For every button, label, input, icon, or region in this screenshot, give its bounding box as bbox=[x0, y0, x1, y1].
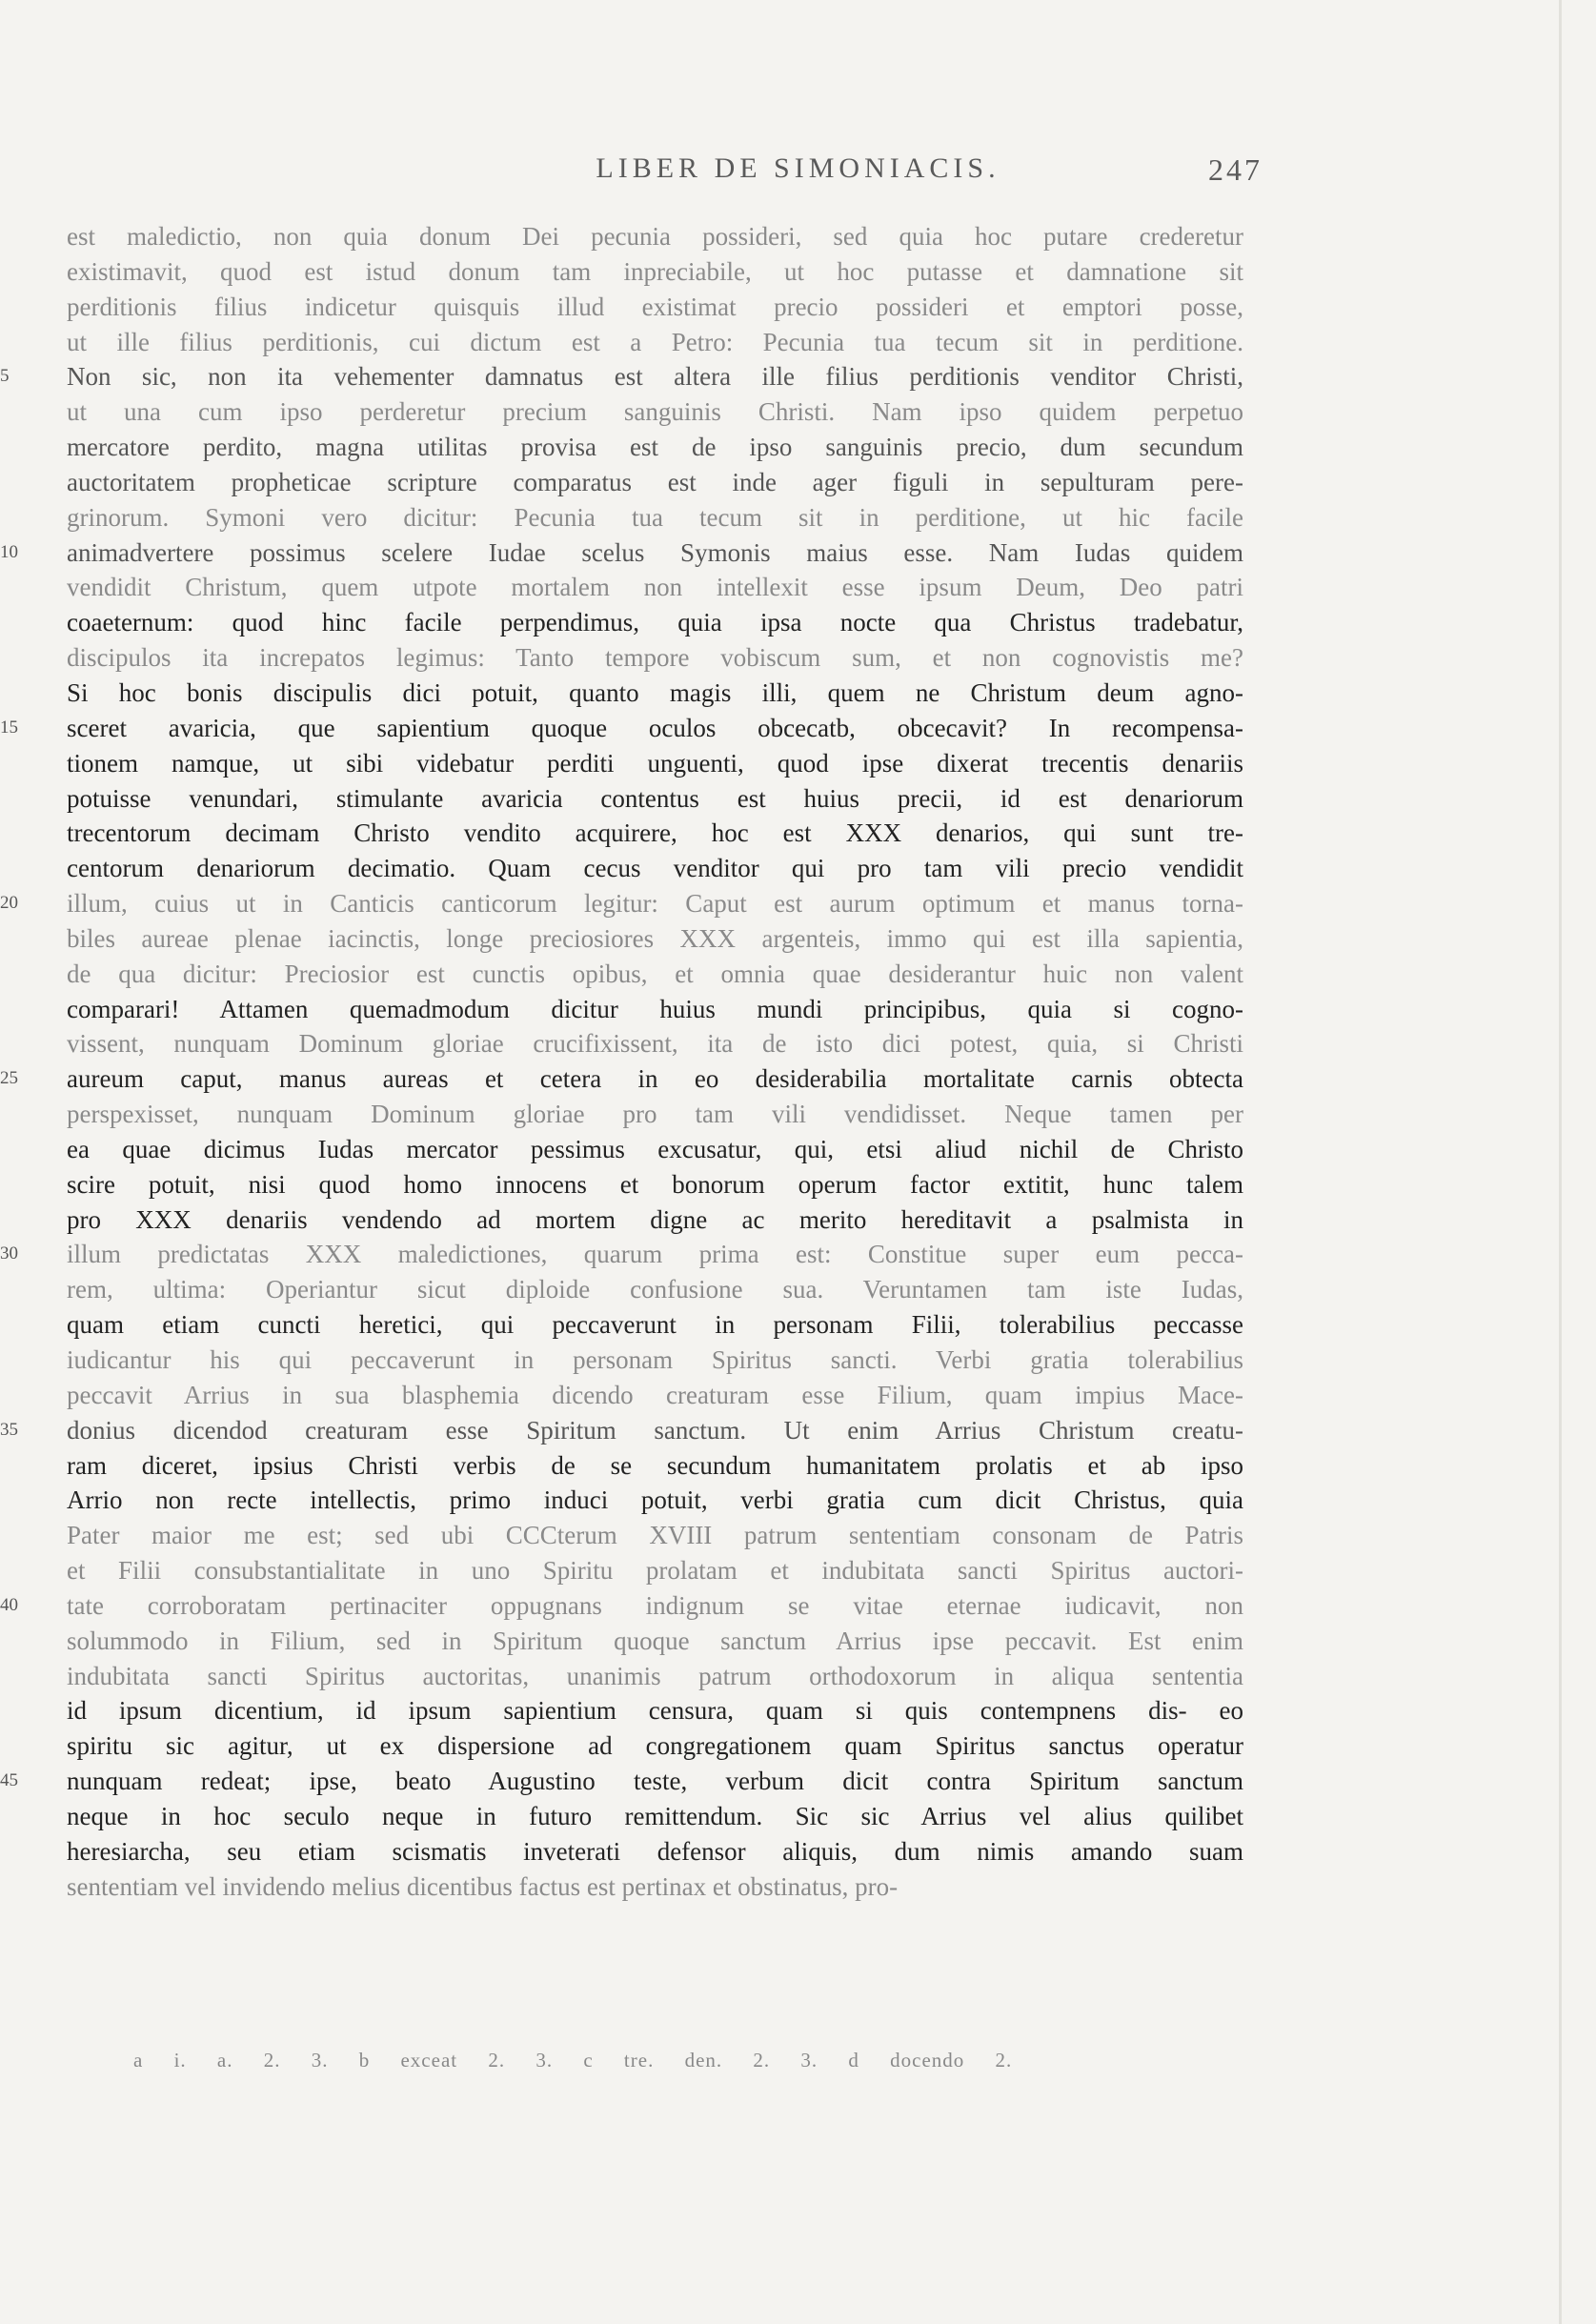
line-text: indubitata sancti Spiritus auctoritas, unanimis patrum orthodoxorum in aliqua sententia bbox=[67, 1661, 1243, 1690]
page-number: 247 bbox=[1208, 152, 1263, 187]
text-line bbox=[67, 746, 1243, 781]
line-text: pro XXX denariis vendendo ad mortem digne ac merito hereditavit a psalmista in bbox=[67, 1204, 1243, 1234]
line-text: solummodo in Filium, sed in Spiritum quoque sanctum Arrius ipse peccavit. Est enim bbox=[67, 1626, 1243, 1655]
text-line bbox=[67, 1272, 1243, 1307]
line-number: 20 bbox=[0, 893, 18, 914]
line-text: et Filii consubstantialitate in uno Spiritu prolatam et indubitata sancti Spiritus auctori- bbox=[67, 1556, 1243, 1586]
line-text: illum predictatas XXX maledictiones, quarum prima est: Constitue super eum pecca- bbox=[67, 1240, 1243, 1269]
line-text: peccavit Arrius in sua blasphemia dicendo creaturam esse Filium, quam impius Mace- bbox=[67, 1380, 1243, 1409]
line-text: neque in hoc seculo neque in futuro remittendum. Sic sic Arrius vel alius quilibet bbox=[67, 1801, 1243, 1830]
line-number: 25 bbox=[0, 1068, 18, 1089]
text-line bbox=[67, 290, 1243, 325]
text-line bbox=[67, 1728, 1243, 1764]
text-line bbox=[67, 394, 1243, 430]
text-line bbox=[67, 1483, 1243, 1518]
text-line bbox=[67, 676, 1243, 711]
text-line bbox=[0, 711, 1243, 746]
text-line bbox=[67, 1624, 1243, 1659]
text-line bbox=[0, 359, 1243, 394]
line-text: nunquam redeat; ipse, beato Augustino teste, verbum dicit contra Spiritum sanctum bbox=[67, 1767, 1243, 1796]
line-number: 10 bbox=[0, 541, 18, 562]
text-line bbox=[0, 1413, 1243, 1448]
text-line bbox=[67, 1553, 1243, 1588]
line-text: aureum caput, manus aureas et cetera in eo desiderabilia mortalitate carnis obtecta bbox=[67, 1064, 1243, 1094]
text-line bbox=[67, 1448, 1243, 1484]
line-number: 40 bbox=[0, 1594, 18, 1615]
text-line bbox=[0, 536, 1243, 571]
line-text: vissent, nunquam Dominum gloriae crucifixissent, ita de isto dici potest, quia, si Christi bbox=[67, 1029, 1243, 1059]
text-line bbox=[0, 1588, 1243, 1624]
text-line bbox=[67, 1869, 1243, 1905]
text-line bbox=[67, 325, 1243, 360]
text-line bbox=[67, 570, 1243, 605]
line-text: iudicantur his qui peccaverunt in personam Spiritus sancti. Verbi gratia tolerabilius bbox=[67, 1345, 1243, 1374]
line-number: 30 bbox=[0, 1243, 18, 1264]
line-text: donius dicendod creaturam esse Spiritum sanctum. Ut enim Arrius Christum creatu- bbox=[67, 1415, 1243, 1445]
text-line bbox=[67, 1097, 1243, 1132]
line-text: rem, ultima: Operiantur sicut diploide confusione sua. Veruntamen tam iste Iudas, bbox=[67, 1275, 1243, 1304]
text-line bbox=[0, 886, 1243, 921]
line-text: centorum denariorum decimatio. Quam cecus venditor qui pro tam vili precio vendidit bbox=[67, 854, 1243, 883]
line-text: id ipsum dicentium, id ipsum sapientium censura, quam si quis contempnens dis- eo bbox=[67, 1696, 1243, 1726]
text-line bbox=[67, 1834, 1243, 1869]
text-line bbox=[0, 1061, 1243, 1097]
text-line bbox=[67, 430, 1243, 465]
text-line bbox=[67, 992, 1243, 1027]
text-line bbox=[67, 921, 1243, 957]
line-number: 45 bbox=[0, 1770, 18, 1791]
line-text: quam etiam cuncti heretici, qui peccaverunt in personam Filii, tolerabilius peccasse bbox=[67, 1310, 1243, 1340]
line-text: de qua dicitur: Preciosior est cunctis opibus, et omnia quae desiderantur huic non valent bbox=[67, 959, 1243, 988]
text-line bbox=[67, 219, 1243, 254]
line-text: existimavit, quod est istud donum tam inpreciabile, ut hoc putasse et damnatione sit bbox=[67, 256, 1243, 286]
line-text: discipulos ita increpatos legimus: Tanto tempore vobiscum sum, et non cognovistis me? bbox=[67, 643, 1243, 673]
line-text: sceret avaricia, que sapientium quoque oculos obcecatb, obcecavit? In recompensa- bbox=[67, 713, 1243, 742]
line-text: vendidit Christum, quem utpote mortalem non intellexit esse ipsum Deum, Deo patri bbox=[67, 573, 1243, 602]
line-text: coaeternum: quod hinc facile perpendimus, quia ipsa nocte qua Christus tradebatur, bbox=[67, 608, 1243, 637]
text-line bbox=[67, 1518, 1243, 1553]
line-text: animadvertere possimus scelere Iudae scelus Symonis maius esse. Nam Iudas quidem bbox=[67, 537, 1243, 567]
text-line bbox=[67, 957, 1243, 992]
line-text: potuisse venundari, stimulante avaricia contentus est huius precii, id est denariorum bbox=[67, 783, 1243, 813]
text-line bbox=[67, 1167, 1243, 1202]
text-line bbox=[67, 1799, 1243, 1834]
line-text: grinorum. Symoni vero dicitur: Pecunia tua tecum sit in perditione, ut hic facile bbox=[67, 502, 1243, 532]
line-text: spiritu sic agitur, ut ex dispersione ad congregationem quam Spiritus sanctus operatur bbox=[67, 1731, 1243, 1761]
main-text bbox=[0, 219, 1243, 1905]
line-text: ea quae dicimus Iudas mercator pessimus excusatur, qui, etsi aliud nichil de Christo bbox=[67, 1134, 1243, 1163]
text-line bbox=[67, 781, 1243, 817]
line-text: Arrio non recte intellectis, primo induci potuit, verbi gratia cum dicit Christus, quia bbox=[67, 1485, 1243, 1515]
line-text: comparari! Attamen quemadmodum dicitur huius mundi principibus, quia si cogno- bbox=[67, 994, 1243, 1023]
text-line bbox=[67, 1693, 1243, 1728]
line-text: perditionis filius indicetur quisquis illud existimat precio possideri et emptori posse, bbox=[67, 292, 1243, 321]
text-line bbox=[67, 640, 1243, 676]
text-line bbox=[67, 465, 1243, 500]
line-text: ram diceret, ipsius Christi verbis de se secundum humanitatem prolatis et ab ipso bbox=[67, 1450, 1243, 1480]
line-text: auctoritatem propheticae scripture comparatus est inde ager figuli in sepulturam pere- bbox=[67, 467, 1243, 496]
line-text: tate corroboratam pertinaciter oppugnans indignum se vitae eternae iudicavit, non bbox=[67, 1590, 1243, 1620]
line-number: 15 bbox=[0, 717, 18, 738]
line-text: trecentorum decimam Christo vendito acquirere, hoc est XXX denarios, qui sunt tre- bbox=[67, 818, 1243, 848]
line-text: Si hoc bonis discipulis dici potuit, quanto magis illi, quem ne Christum deum agno- bbox=[67, 677, 1243, 707]
text-line bbox=[67, 1659, 1243, 1694]
line-text: mercatore perdito, magna utilitas provisa est de ipso sanguinis precio, dum secundum bbox=[67, 433, 1243, 462]
text-line bbox=[0, 1764, 1243, 1799]
text-line bbox=[67, 1343, 1243, 1378]
line-text: Non sic, non ita vehementer damnatus est altera ille filius perditionis venditor Christi, bbox=[67, 362, 1243, 392]
line-text: scire potuit, nisi quod homo innocens et bonorum operum factor extitit, hunc talem bbox=[67, 1169, 1243, 1199]
line-text: perspexisset, nunquam Dominum gloriae pro tam vili vendidisset. Neque tamen per bbox=[67, 1100, 1243, 1129]
text-line bbox=[67, 500, 1243, 536]
line-text: est maledictio, non quia donum Dei pecunia possideri, sed quia hoc putare crederetur bbox=[67, 222, 1243, 251]
text-line bbox=[67, 1378, 1243, 1413]
line-number: 35 bbox=[0, 1419, 18, 1440]
footnotes: a i. a. 2. 3. b exceat 2. 3. c tre. den. 2. 3. d docendo 2. bbox=[133, 2049, 1013, 2071]
text-line bbox=[67, 816, 1243, 851]
line-text: biles aureae plenae iacinctis, longe preciosiores XXX argenteis, immo qui est illa sapientia, bbox=[67, 923, 1243, 953]
line-text: ut una cum ipso perderetur precium sanguinis Christi. Nam ipso quidem perpetuo bbox=[67, 397, 1243, 427]
text-line bbox=[67, 1132, 1243, 1167]
line-text: Pater maior me est; sed ubi CCCterum XVIII patrum sententiam consonam de Patris bbox=[67, 1521, 1243, 1550]
text-line bbox=[67, 1202, 1243, 1238]
text-line bbox=[67, 605, 1243, 640]
line-text: ut ille filius perditionis, cui dictum est a Petro: Pecunia tua tecum sit in perditione. bbox=[67, 327, 1243, 356]
text-line bbox=[67, 254, 1243, 290]
line-text: illum, cuius ut in Canticis canticorum legitur: Caput est aurum optimum et manus torna- bbox=[67, 889, 1243, 919]
running-head: LIBER DE SIMONIACIS. bbox=[596, 152, 1000, 184]
line-text: sententiam vel invidendo melius dicentibus factus est pertinax et obstinatus, pro- bbox=[67, 1871, 899, 1901]
text-line bbox=[0, 1237, 1243, 1272]
text-line bbox=[67, 851, 1243, 886]
line-text: heresiarcha, seu etiam scismatis inveterati defensor aliquis, dum nimis amando suam bbox=[67, 1836, 1243, 1866]
text-line bbox=[67, 1307, 1243, 1343]
text-line bbox=[67, 1026, 1243, 1061]
line-number: 5 bbox=[0, 366, 10, 387]
binding-edge bbox=[1559, 0, 1562, 2324]
line-text: tionem namque, ut sibi videbatur perditi unguenti, quod ipse dixerat trecentis denariis bbox=[67, 748, 1243, 778]
